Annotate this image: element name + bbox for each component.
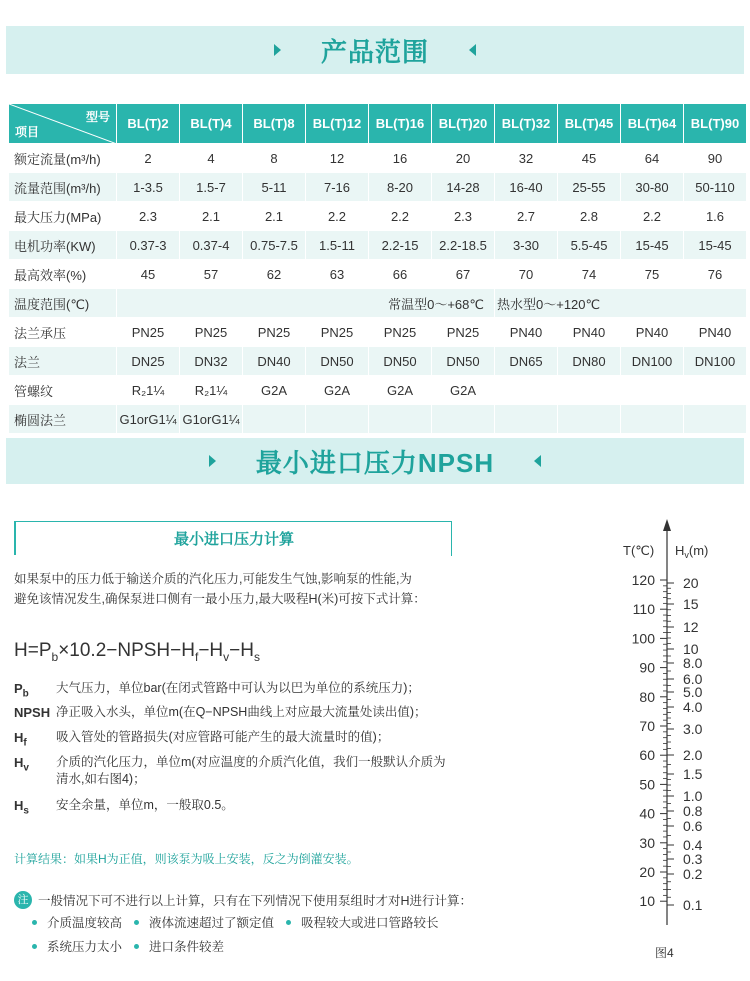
table-cell: 2.2-18.5: [432, 231, 495, 260]
model-header: BL(T)64: [621, 104, 684, 144]
bullet-item: [134, 937, 224, 955]
table-cell: 2.3: [432, 202, 495, 231]
table-cell: DN32: [180, 347, 243, 376]
table-cell: [369, 405, 432, 434]
row-label: 最高效率(%): [9, 260, 117, 289]
table-cell: 64: [621, 144, 684, 173]
table-cell: 2: [117, 144, 180, 173]
def-description: 净正吸入水头，单位m(在Q−NPSH曲线上对应最大流量处读出值)；: [56, 705, 427, 719]
bullet-dot-icon: [32, 944, 37, 949]
hv-tick-label: 0.8: [683, 803, 703, 819]
model-header: BL(T)12: [306, 104, 369, 144]
table-row: [9, 144, 747, 173]
bullet-item: [32, 913, 122, 931]
table-cell: 2.1: [180, 202, 243, 231]
table-cell: 0.37-3: [117, 231, 180, 260]
note: [14, 891, 472, 909]
hv-tick-label: 5.0: [683, 684, 703, 700]
triangle-left-icon: [534, 455, 541, 467]
table-cell: 8-20: [369, 173, 432, 202]
def-hv-line2: 清水,如右图4)；: [56, 772, 146, 786]
table-cell: 7-16: [306, 173, 369, 202]
table-cell: DN50: [432, 347, 495, 376]
temp-tick-label: 10: [639, 893, 655, 910]
row-label: 流量范围(m³/h): [9, 173, 117, 202]
def-description: 大气压力，单位bar(在闭式管路中可认为以巴为单位的系统压力)；: [56, 681, 420, 695]
hv-tick-label: 8.0: [683, 655, 703, 671]
table-cell: 20: [432, 144, 495, 173]
row-label: 温度范围(℃): [9, 289, 117, 318]
def-description: 介质的汽化压力，单位m(对应温度的介质汽化值，我们一般默认介质为: [56, 755, 446, 769]
hv-tick-label: 1.0: [683, 788, 703, 804]
table-cell: DN50: [306, 347, 369, 376]
table-cell: PN25: [243, 318, 306, 347]
formula-part: ×10.2−NPSH−H: [58, 640, 195, 661]
table-row: [9, 376, 747, 405]
vapor-pressure-gauge: [595, 515, 745, 935]
npsh-banner: [6, 438, 744, 484]
table-cell: [684, 376, 747, 405]
header-divider: [451, 522, 452, 556]
table-row: [9, 260, 747, 289]
table-cell: 57: [180, 260, 243, 289]
def-symbol: H: [14, 755, 24, 770]
table-cell: 16-40: [495, 173, 558, 202]
temp-tick-label: 60: [639, 747, 655, 764]
hv-label-main: H: [675, 543, 685, 558]
calc-result: 计算结果：如果H为正值，则该泵为吸上安装，反之为倒灌安装。: [14, 852, 359, 866]
bullet-dot-icon: [134, 920, 139, 925]
table-cell: 30-80: [621, 173, 684, 202]
temp-tick-label: 40: [639, 805, 655, 822]
table-cell: R₂1¼: [180, 376, 243, 405]
spec-table: [8, 103, 747, 434]
def-description: 吸入管处的管路损失(对应管路可能产生的最大流量时的值)；: [56, 730, 390, 744]
table-cell: 62: [243, 260, 306, 289]
def-description: 安全余量，单位m，一般取0.5。: [56, 798, 234, 812]
def-hs: [14, 797, 234, 820]
hv-tick-label: 0.4: [683, 837, 703, 853]
banner-title: 最小进口压力NPSH: [255, 447, 495, 478]
def-subscript: b: [22, 688, 29, 700]
bullet-text: 进口条件较差: [149, 940, 225, 954]
table-cell: G2A: [306, 376, 369, 405]
triangle-right-icon: [274, 44, 281, 56]
table-cell: 2.7: [495, 202, 558, 231]
row-label: 电机功率(KW): [9, 231, 117, 260]
table-cell: 1-3.5: [117, 173, 180, 202]
table-cell: G2A: [243, 376, 306, 405]
model-header: BL(T)45: [558, 104, 621, 144]
formula: [14, 640, 260, 664]
table-cell: [495, 376, 558, 405]
table-row: [9, 289, 747, 318]
table-row: [9, 202, 747, 231]
def-hf: [14, 729, 390, 752]
table-row: [9, 405, 747, 434]
row-label: 额定流量(m³/h): [9, 144, 117, 173]
table-cell: R₂1¼: [117, 376, 180, 405]
table-cell: 74: [558, 260, 621, 289]
bullet-item: [286, 913, 439, 931]
table-cell: 70: [495, 260, 558, 289]
row-label: 管螺纹: [9, 376, 117, 405]
table-row: [9, 231, 747, 260]
table-cell: 2.2-15: [369, 231, 432, 260]
table-cell: PN40: [621, 318, 684, 347]
note-icon: 注: [14, 891, 32, 909]
figure-label: 图4: [655, 946, 674, 960]
def-symbol: H: [14, 798, 24, 813]
bullet-item: [134, 913, 274, 931]
def-npsh: [14, 704, 427, 722]
hv-tick-label: 0.6: [683, 818, 703, 834]
def-symbol: NPSH: [14, 705, 51, 720]
temp-tick-label: 50: [639, 776, 655, 793]
table-cell: DN100: [684, 347, 747, 376]
table-row: [9, 347, 747, 376]
table-cell: [495, 405, 558, 434]
bullet-text: 液体流速超过了额定值: [149, 916, 275, 930]
formula-sub: s: [253, 649, 260, 664]
table-cell: DN50: [369, 347, 432, 376]
table-row: [9, 173, 747, 202]
bullet-dot-icon: [134, 944, 139, 949]
bullet-dot-icon: [286, 920, 291, 925]
model-header: BL(T)90: [684, 104, 747, 144]
hv-label-sub: v: [684, 550, 689, 560]
table-corner: [9, 104, 117, 144]
temp-tick-label: 30: [639, 834, 655, 851]
table-cell: PN25: [180, 318, 243, 347]
table-cell: PN25: [369, 318, 432, 347]
temp-axis-label: T(℃): [623, 543, 655, 558]
table-cell: 67: [432, 260, 495, 289]
temp-normal-cell: 常温型0～+68℃: [117, 289, 495, 318]
bullet-text: 系统压力太小: [47, 940, 123, 954]
table-cell: PN25: [306, 318, 369, 347]
table-cell: [558, 405, 621, 434]
bullet-dot-icon: [32, 920, 37, 925]
hv-tick-label: 4.0: [683, 699, 703, 715]
table-cell: 4: [180, 144, 243, 173]
table-cell: G1orG1¼: [180, 405, 243, 434]
table-cell: 8: [243, 144, 306, 173]
table-cell: 2.2: [621, 202, 684, 231]
corner-model-label: 型号: [85, 110, 110, 124]
table-cell: 76: [684, 260, 747, 289]
def-hv: [14, 754, 446, 777]
table-cell: 66: [369, 260, 432, 289]
table-cell: 5-11: [243, 173, 306, 202]
triangle-left-icon: [469, 44, 476, 56]
formula-part: −H: [229, 640, 254, 661]
table-cell: 2.1: [243, 202, 306, 231]
table-cell: 63: [306, 260, 369, 289]
table-cell: [684, 405, 747, 434]
hv-tick-label: 15: [683, 596, 699, 612]
table-cell: 2.3: [117, 202, 180, 231]
temp-tick-label: 20: [639, 864, 655, 880]
temp-tick-label: 90: [639, 659, 655, 676]
formula-sub: f: [194, 649, 199, 664]
hv-tick-label: 1.5: [683, 766, 703, 782]
table-cell: 15-45: [684, 231, 747, 260]
hv-tick-label: 0.3: [683, 851, 703, 867]
table-cell: [621, 405, 684, 434]
table-row: [9, 318, 747, 347]
table-cell: PN25: [117, 318, 180, 347]
row-label: 椭圆法兰: [9, 405, 117, 434]
hv-tick-label: 12: [683, 619, 699, 635]
triangle-right-icon: [209, 455, 216, 467]
table-cell: [306, 405, 369, 434]
table-cell: [621, 376, 684, 405]
bullet-text: 吸程较大或进口管路较长: [301, 916, 439, 930]
bullet-text: 介质温度较高: [47, 916, 123, 930]
formula-part: −H: [198, 640, 224, 661]
hv-tick-label: 6.0: [683, 671, 703, 687]
intro-line-1: 如果泵中的压力低于输送介质的汽化压力,可能发生气蚀,影响泵的性能,为: [14, 572, 412, 586]
row-label: 法兰: [9, 347, 117, 376]
table-cell: 12: [306, 144, 369, 173]
calc-title: 最小进口压力计算: [173, 531, 294, 548]
model-header: BL(T)32: [495, 104, 558, 144]
table-cell: DN65: [495, 347, 558, 376]
intro-line-2: 避免该情况发生,确保泵进口侧有一最小压力,最大吸程H(米)可按下式计算：: [14, 592, 426, 606]
def-symbol: P: [14, 681, 23, 696]
note-text: 一般情况下可不进行以上计算，只有在下列情况下使用泵组时才对H进行计算：: [38, 894, 473, 908]
model-header: BL(T)16: [369, 104, 432, 144]
table-cell: 15-45: [621, 231, 684, 260]
table-cell: 1.5-7: [180, 173, 243, 202]
table-cell: 1.6: [684, 202, 747, 231]
table-cell: 90: [684, 144, 747, 173]
banner-title: 产品范围: [320, 36, 429, 67]
table-cell: 2.2: [369, 202, 432, 231]
table-cell: 3-30: [495, 231, 558, 260]
table-cell: G2A: [369, 376, 432, 405]
bullet-row-1: [32, 913, 451, 931]
hv-tick-label: 0.2: [683, 866, 703, 882]
hv-tick-label: 0.1: [683, 897, 703, 913]
def-subscript: s: [23, 805, 29, 817]
def-pb: [14, 680, 420, 703]
table-cell: G2A: [432, 376, 495, 405]
model-header: BL(T)8: [243, 104, 306, 144]
calc-section-header: [14, 521, 452, 555]
temp-tick-label: 110: [632, 601, 655, 618]
formula-sub: v: [223, 649, 230, 664]
temp-tick-label: 120: [631, 572, 655, 588]
table-cell: DN80: [558, 347, 621, 376]
table-cell: 50-110: [684, 173, 747, 202]
table-cell: PN25: [432, 318, 495, 347]
hv-label-unit: (m): [688, 543, 709, 558]
table-cell: PN40: [495, 318, 558, 347]
row-label: 最大压力(MPa): [9, 202, 117, 231]
table-cell: DN25: [117, 347, 180, 376]
corner-item-label: 项目: [15, 125, 40, 139]
table-cell: 0.37-4: [180, 231, 243, 260]
table-header-row: [9, 104, 747, 144]
def-subscript: v: [23, 762, 29, 774]
def-symbol: H: [14, 730, 24, 745]
table-cell: [558, 376, 621, 405]
hv-axis-label: [675, 543, 708, 560]
table-cell: 45: [117, 260, 180, 289]
table-cell: G1orG1¼: [117, 405, 180, 434]
table-cell: 2.8: [558, 202, 621, 231]
table-cell: DN40: [243, 347, 306, 376]
table-cell: [243, 405, 306, 434]
temp-tick-label: 100: [631, 630, 655, 647]
hv-tick-label: 3.0: [683, 721, 703, 737]
formula-part: H=P: [14, 640, 52, 661]
table-cell: 1.5-11: [306, 231, 369, 260]
model-header: BL(T)20: [432, 104, 495, 144]
formula-sub: b: [51, 649, 59, 664]
bullet-item: [32, 937, 122, 955]
table-cell: 25-55: [558, 173, 621, 202]
table-cell: PN40: [684, 318, 747, 347]
table-cell: 32: [495, 144, 558, 173]
table-cell: 5.5-45: [558, 231, 621, 260]
product-range-banner: [6, 26, 744, 74]
table-cell: DN100: [621, 347, 684, 376]
table-cell: PN40: [558, 318, 621, 347]
hv-tick-label: 2.0: [683, 747, 703, 763]
table-cell: [432, 405, 495, 434]
hv-tick-label: 20: [683, 575, 699, 591]
table-cell: 75: [621, 260, 684, 289]
table-cell: 45: [558, 144, 621, 173]
def-subscript: f: [23, 737, 27, 749]
model-header: BL(T)4: [180, 104, 243, 144]
row-label: 法兰承压: [9, 318, 117, 347]
table-cell: 14-28: [432, 173, 495, 202]
bullet-row-2: [32, 937, 236, 955]
table-cell: 16: [369, 144, 432, 173]
temp-tick-label: 80: [639, 688, 655, 705]
table-cell: 0.75-7.5: [243, 231, 306, 260]
temp-tick-label: 70: [639, 718, 655, 734]
gauge-arrow-icon: [663, 519, 671, 531]
table-cell: 2.2: [306, 202, 369, 231]
hv-tick-label: 10: [683, 641, 699, 657]
model-header: BL(T)2: [117, 104, 180, 144]
temp-hot-cell: 热水型0～+120℃: [495, 289, 747, 318]
